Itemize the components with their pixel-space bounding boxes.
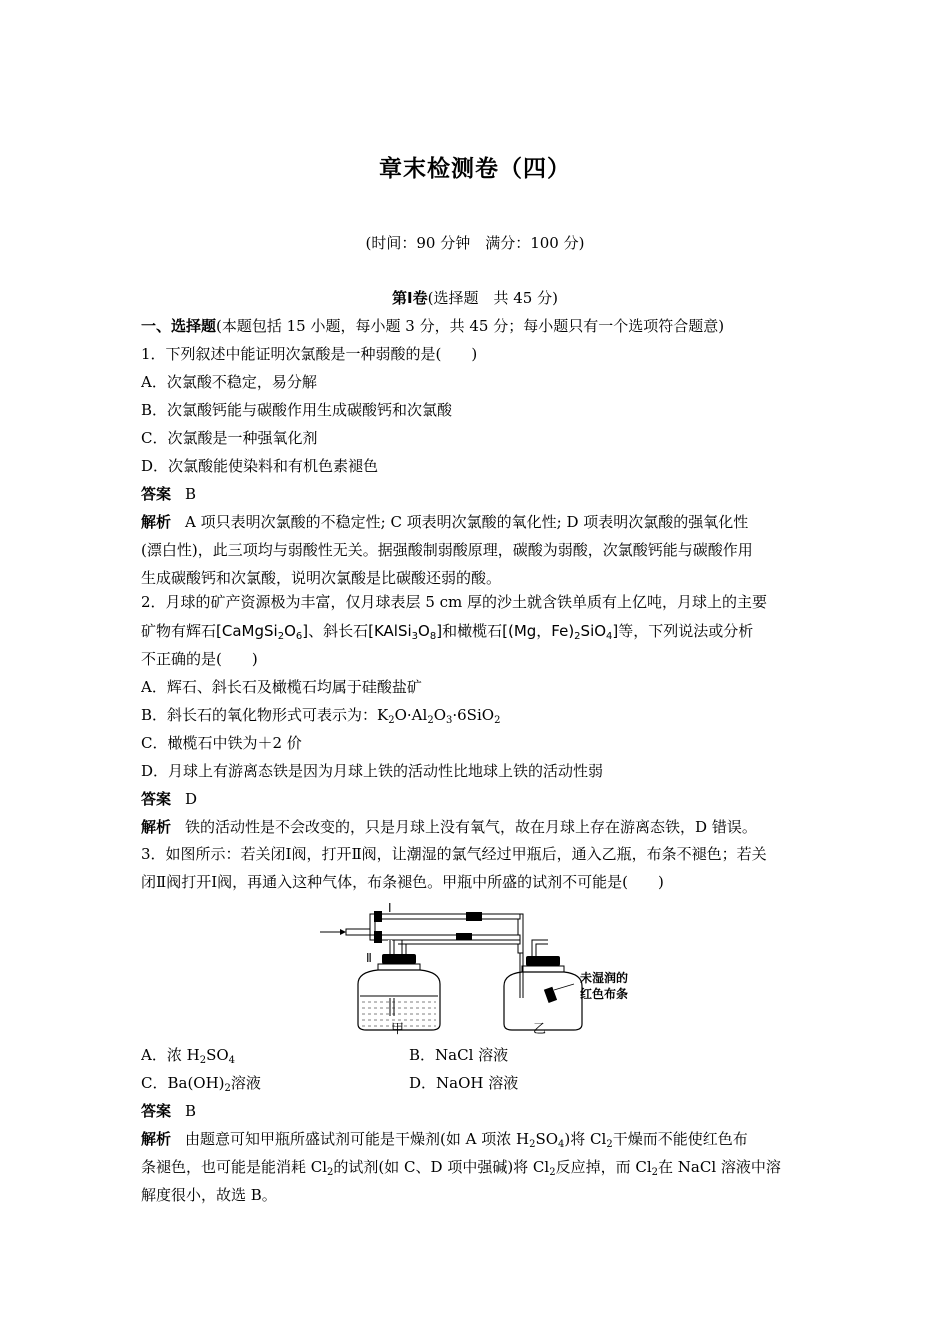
inlet-arrow-head xyxy=(340,929,346,935)
q3-stem-line-1: 3．如图所示：若关闭Ⅰ阀，打开Ⅱ阀，让潮湿的氯气经过甲瓶后，通入乙瓶，布条不褪色；若关 xyxy=(141,845,767,863)
valve-2-clamp xyxy=(374,931,382,943)
apparatus-diagram xyxy=(318,898,658,1036)
q3-option-d: D．NaOH 溶液 xyxy=(409,1074,519,1092)
section-rest: (本题包括 15 小题，每小题 3 分，共 45 分；每小题只有一个选项符合题意) xyxy=(216,317,725,335)
q2-text-d: 等，下列说法或分析 xyxy=(618,622,754,640)
upper-pipe-down xyxy=(518,914,523,953)
page-title: 章末检测卷（四） xyxy=(379,156,571,182)
q2-text-c: 和橄榄石 xyxy=(442,622,503,640)
q2-analysis-text: 铁的活动性是不会改变的，只是月球上没有氧气，故在月球上存在游离态铁，D 错误。 xyxy=(185,818,757,836)
q1-option-d: D．次氯酸能使染料和有机色素褪色 xyxy=(141,457,379,475)
part-label: 第Ⅰ卷 xyxy=(392,289,428,307)
q1-stem: 1．下列叙述中能证明次氯酸是一种弱酸的是( ) xyxy=(141,345,478,363)
q1-answer-value: B xyxy=(185,485,197,503)
q3-option-a: A．浓 $H_2SO_4$ xyxy=(141,1046,236,1066)
valve-2-label: Ⅱ xyxy=(366,951,372,965)
upper-connector xyxy=(466,912,482,921)
answer-label: 答案 xyxy=(141,1102,172,1120)
q1-analysis-text-1: A 项只表明次氯酸的不稳定性; C 项表明次氯酸的氧化性; D 项表明次氯酸的强氧化性 xyxy=(185,513,749,531)
strip-label-line-1: 未湿润的 xyxy=(580,971,629,985)
bottle-a-stopper xyxy=(382,954,416,964)
answer-label: 答案 xyxy=(141,485,172,503)
q3-option-b: B．NaCl 溶液 xyxy=(409,1046,509,1064)
formula-feldspar: $[KAlSi_3O_8]$ xyxy=(368,622,443,642)
q2-analysis xyxy=(141,813,813,841)
bottle-a-label: 甲 xyxy=(391,1022,405,1037)
section-label: 一、选择题 xyxy=(141,317,217,335)
q2-answer-value: D xyxy=(185,790,198,808)
part-heading xyxy=(0,287,950,308)
q2-option-a: A．辉石、斜长石及橄榄石均属于硅酸盐矿 xyxy=(141,678,422,696)
exam-time-info: (时间：90 分钟 满分：100 分) xyxy=(365,234,585,252)
bottle-a-neck xyxy=(378,964,420,970)
apparatus-figure xyxy=(318,898,658,1036)
bottle-b-neck xyxy=(522,966,564,972)
q3-options-row-2 xyxy=(141,1069,813,1097)
q2-text-b: 、斜长石 xyxy=(308,622,369,640)
q1-analysis-line-3: 生成碳酸钙和次氯酸，说明次氯酸是比碳酸还弱的酸。 xyxy=(141,569,502,587)
analysis-label: 解析 xyxy=(141,513,172,531)
answer-label: 答案 xyxy=(141,790,172,808)
q2-option-d: D．月球上有游离态铁是因为月球上铁的活动性比地球上铁的活动性弱 xyxy=(141,762,604,780)
valve-1-clamp xyxy=(374,911,382,922)
q3-answer-value: B xyxy=(185,1102,197,1120)
q2-option-b: B．斜长石的氧化物形式可表示为：$K_2O\cdot Al_2O_3\cdot 6SiO_2$ xyxy=(141,706,501,726)
analysis-label: 解析 xyxy=(141,818,172,836)
q1-option-a: A．次氯酸不稳定，易分解 xyxy=(141,373,317,391)
q2-option-c: C．橄榄石中铁为＋2 价 xyxy=(141,734,302,752)
q1-option-b: B．次氯酸钙能与碳酸作用生成碳酸钙和次氯酸 xyxy=(141,401,453,419)
formula-augite: $[CaMgSi_2O_6]$ xyxy=(216,622,309,642)
formula-olivine: [(Mg，$Fe)_2SiO_4$] xyxy=(502,622,619,642)
q1-analysis-line-1 xyxy=(141,508,813,536)
q1-option-c: C．次氯酸是一种强氧化剂 xyxy=(141,429,318,447)
q3-options-row-1 xyxy=(141,1041,813,1069)
analysis-label: 解析 xyxy=(141,1130,172,1148)
q2-stem-line-1: 2．月球的矿产资源极为丰富，仅月球表层 5 cm 厚的沙土就含铁单质有上亿吨，月球上的主要 xyxy=(141,593,768,611)
q3-analysis-line-2: 条褪色，也可能是能消耗 $Cl_2$的试剂(如 C、D 项中强碱)将 $Cl_2$反应掉，而 $Cl_2$在 NaCl 溶液中溶 xyxy=(141,1158,781,1178)
section-heading xyxy=(141,312,813,340)
strip-label-line-2: 红色布条 xyxy=(580,987,629,1001)
bottle-b-outlet-tube xyxy=(532,940,548,958)
q2-answer xyxy=(141,785,813,813)
q2-stem-line-3: 不正确的是( ) xyxy=(141,650,258,668)
q2-stem-line-2 xyxy=(141,617,813,645)
q1-analysis-line-2: (漂白性)，此三项均与弱酸性无关。据强酸制弱酸原理，碳酸为弱酸，次氯酸钙能与碳酸作用 xyxy=(141,541,753,559)
q2-text-a: 矿物有辉石 xyxy=(141,622,217,640)
q1-answer xyxy=(141,480,813,508)
lower-pipe xyxy=(370,935,520,940)
q3-analysis-line-3: 解度很小，故选 B。 xyxy=(141,1186,277,1204)
part-rest: (选择题 共 45 分) xyxy=(427,289,558,307)
valve-1-label: Ⅰ xyxy=(388,901,392,915)
upper-pipe xyxy=(370,914,520,919)
q3-option-c: C．$Ba(OH)_2$溶液 xyxy=(141,1074,261,1094)
q3-analysis-line-1: 解析 由题意可知甲瓶所盛试剂可能是干燥剂(如 A 项浓 $H_2SO_4$)将 $Cl_2$干燥而不能使红色布 xyxy=(141,1130,748,1150)
bottle-b-stopper xyxy=(526,956,560,966)
bottle-b-label: 乙 xyxy=(533,1022,547,1037)
q3-stem-line-2: 闭Ⅱ阀打开Ⅰ阀，再通入这种气体，布条褪色。甲瓶中所盛的试剂不可能是( ) xyxy=(141,873,664,891)
inlet-tube xyxy=(346,929,370,935)
q3-answer xyxy=(141,1097,813,1125)
